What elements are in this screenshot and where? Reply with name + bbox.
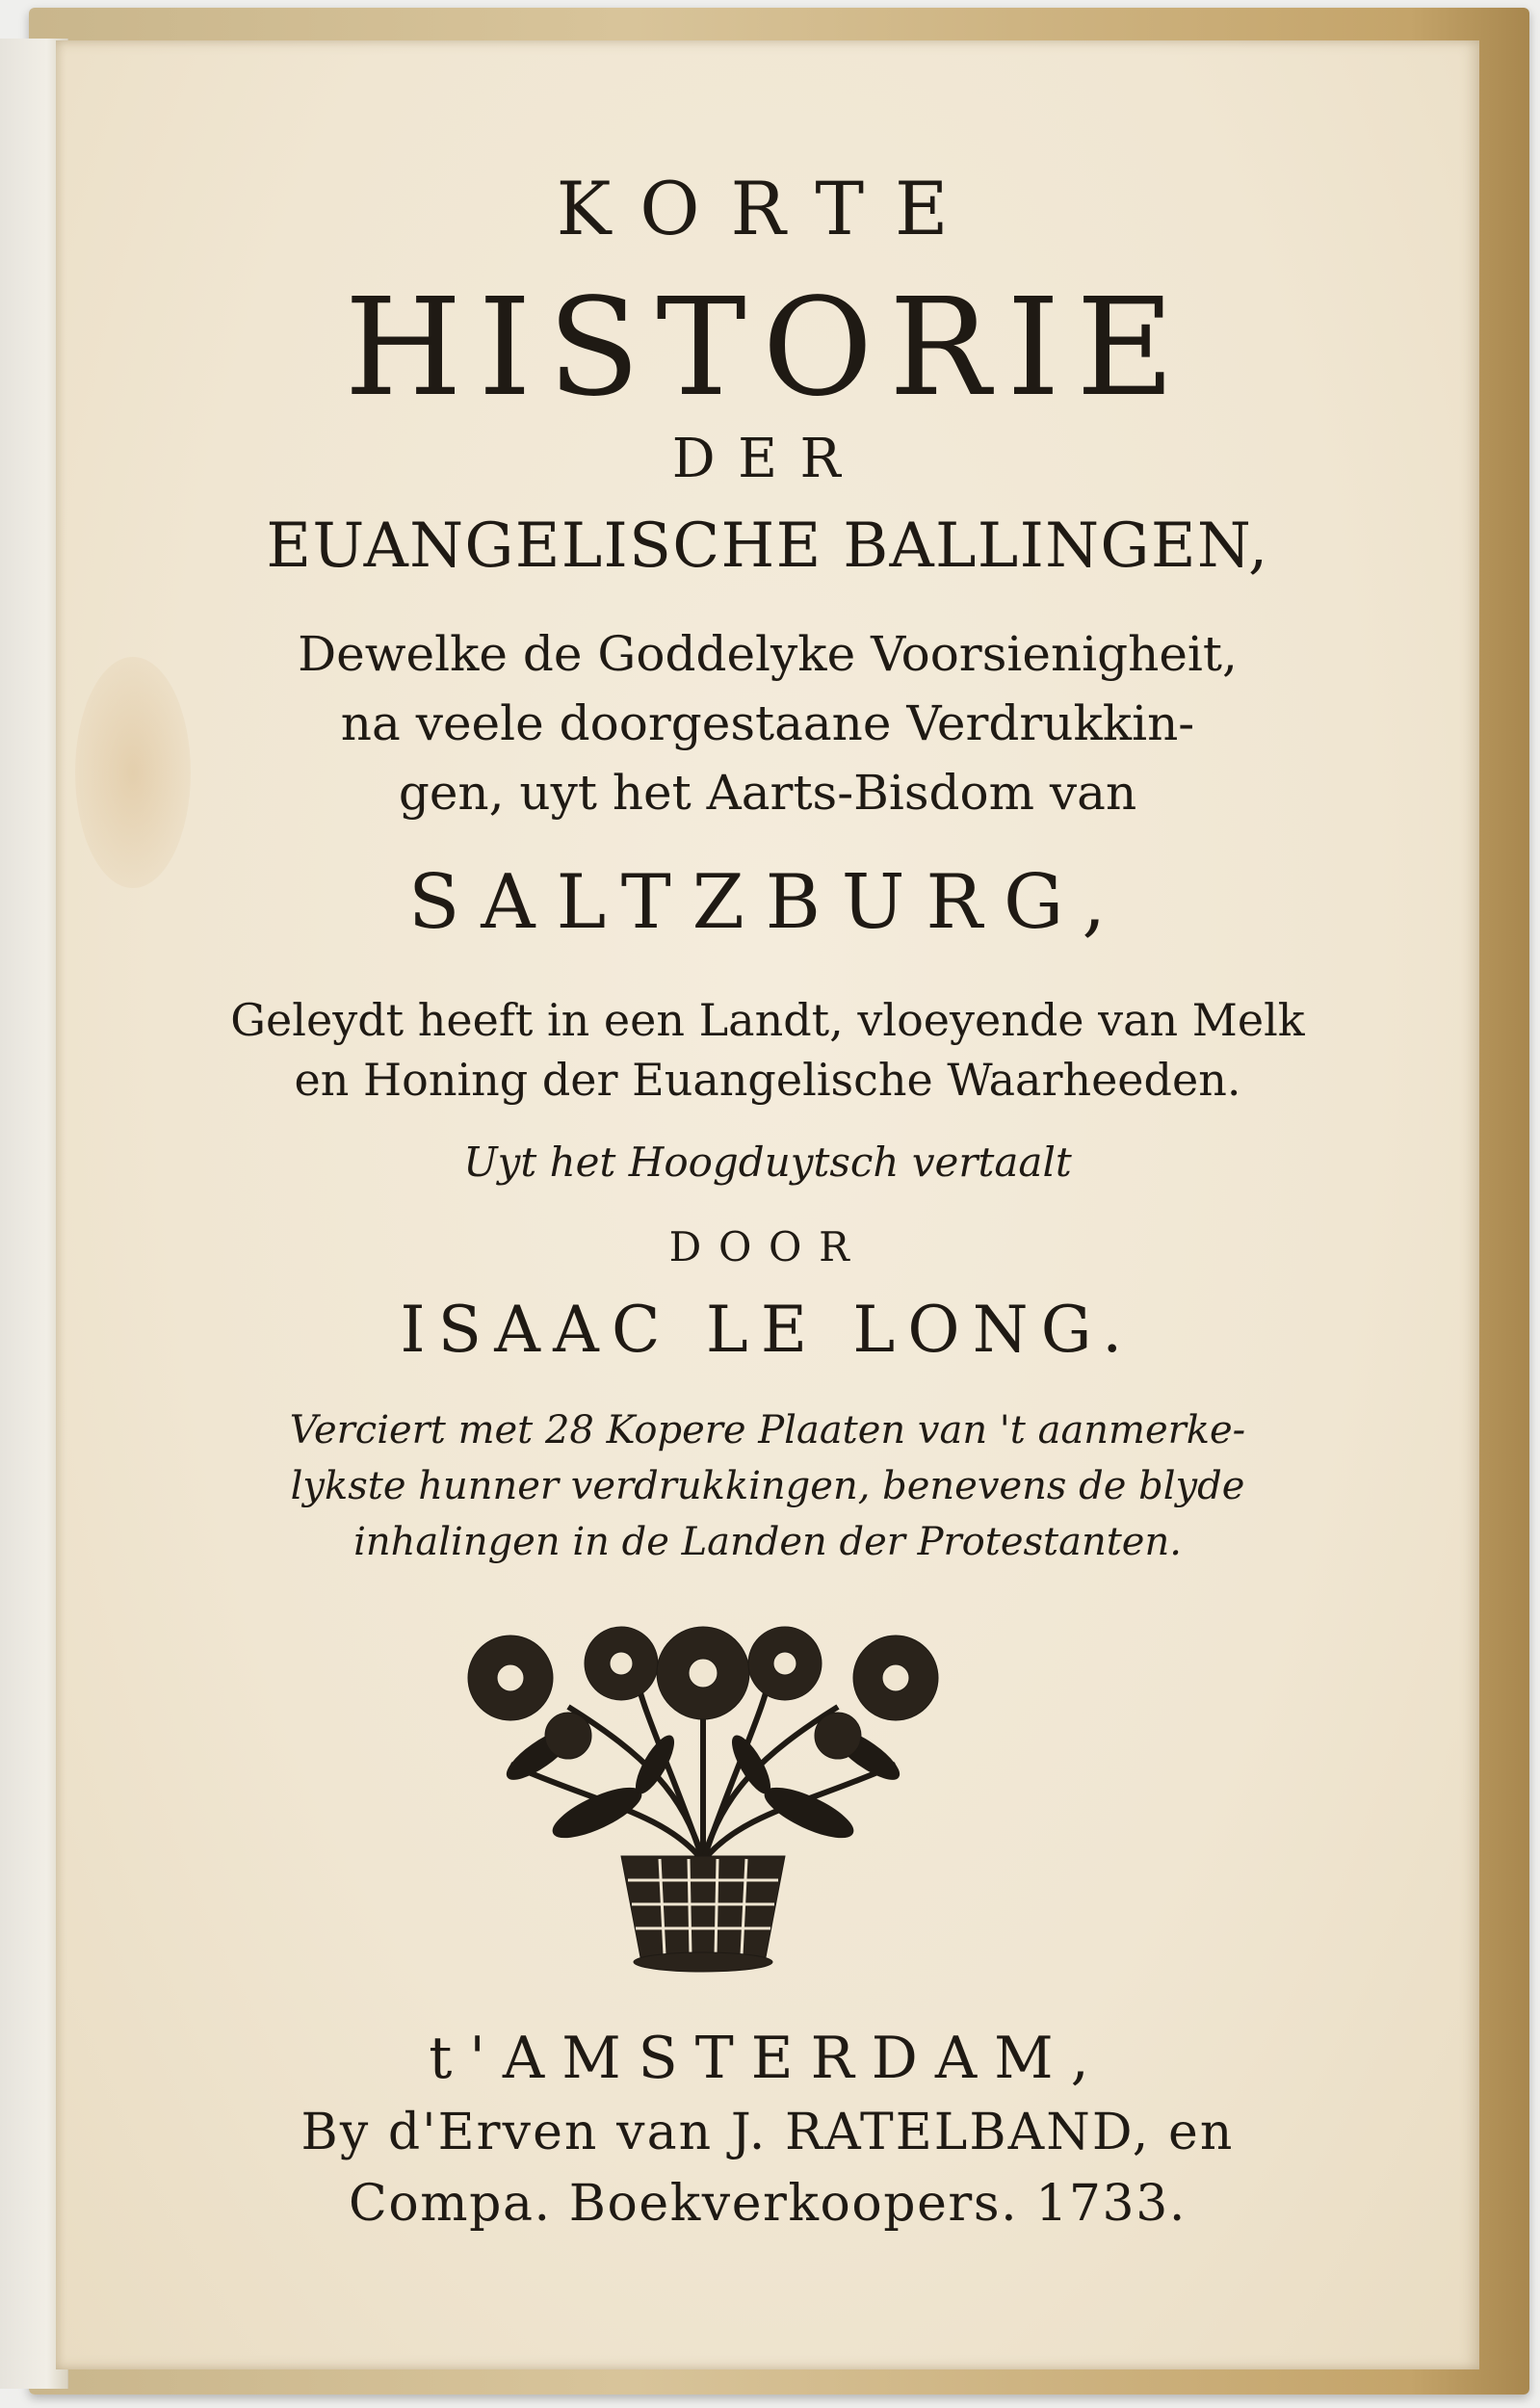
title-euangelische-ballingen: EUANGELISCHE BALLINGEN, [266,510,1269,582]
title-korte: KORTE [556,166,979,251]
imprint-city: t'AMSTERDAM, [429,2025,1107,2092]
title-page [56,40,1479,2369]
plates-note-line-2: lykste hunner verdrukkingen, benevens de blyde [290,1464,1245,1508]
title-saltzburg: SALTZBURG, [408,859,1127,946]
door-label: DOOR [668,1223,867,1270]
subtitle-line-3: gen, uyt het Aarts-Bisdom van [398,765,1137,821]
imprint-publisher: By d'Erven van J. RATELBAND, en [300,2104,1235,2161]
title-historie: HISTORIE [344,270,1191,427]
plates-note-line-1: Verciert met 28 Kopere Plaaten van 't aanmerke- [289,1408,1246,1453]
title-der: DER [671,428,864,490]
translation-note: Uyt het Hoogduytsch vertaalt [463,1139,1072,1186]
subtitle-line-1: Dewelke de Goddelyke Voorsienigheit, [298,626,1238,682]
subtitle-line-5: en Honing der Euangelische Waarheeden. [294,1054,1241,1106]
subtitle-line-2: na veele doorgestaane Verdrukkin- [340,695,1195,751]
plates-note-line-3: inhalingen in de Landen der Protestanten. [353,1520,1182,1564]
subtitle-line-4: Geleydt heeft in een Landt, vloeyende van Melk [230,994,1305,1046]
flower-basket-icon [453,1620,953,1986]
author-name: ISAAC LE LONG. [400,1293,1135,1367]
imprint-date: Compa. Boekverkoopers. 1733. [349,2175,1187,2233]
